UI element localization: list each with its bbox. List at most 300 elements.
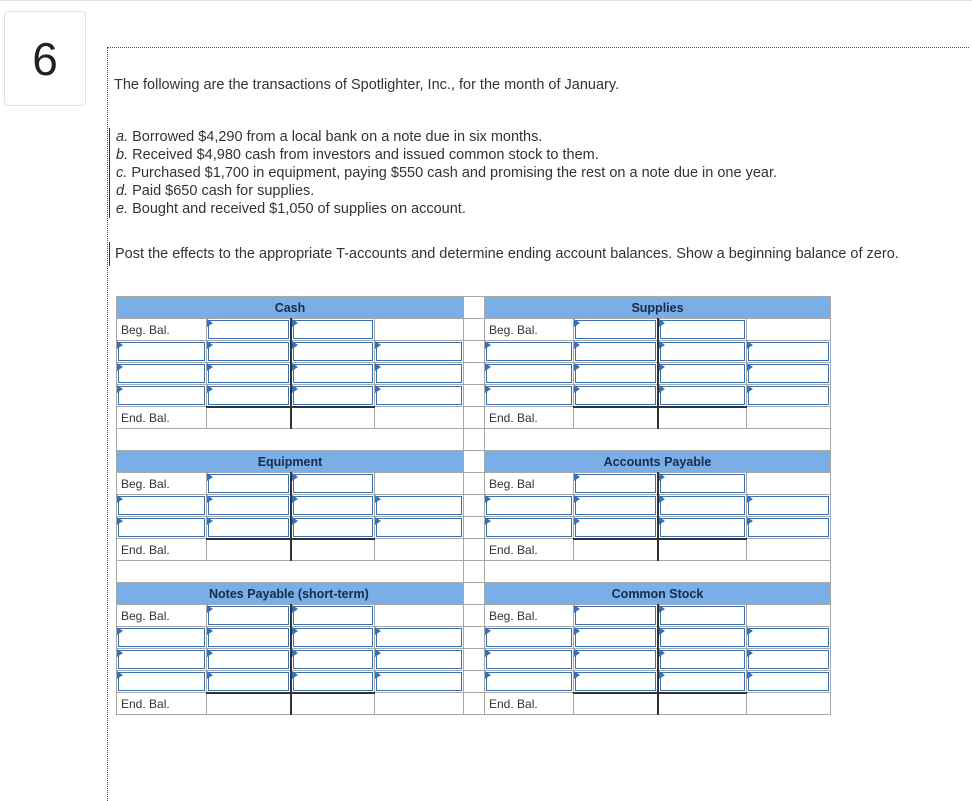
- question-border-left: [107, 47, 108, 801]
- supplies-entry-3-label-right-field[interactable]: [748, 386, 829, 405]
- supplies-beg-credit[interactable]: [658, 319, 747, 341]
- cash-entry-2-label[interactable]: [117, 363, 207, 385]
- notes_payable-beg-credit-field[interactable]: [293, 606, 374, 625]
- cash-entry-1-debit[interactable]: [207, 341, 291, 363]
- supplies-entry-1-label-right[interactable]: [747, 341, 831, 363]
- question-intro: The following are the transactions of Spotlighter, Inc., for the month of January.: [114, 77, 620, 93]
- accounts_payable-entry-2-debit-field[interactable]: [575, 518, 656, 537]
- common_stock-entry-3-label-field[interactable]: [486, 672, 572, 691]
- notes_payable-entry-1-credit-field[interactable]: [293, 628, 374, 647]
- dropdown-marker-icon: [292, 341, 298, 349]
- dropdown-marker-icon: [375, 627, 381, 635]
- dropdown-marker-icon: [747, 649, 753, 657]
- t-account-row: [117, 671, 831, 693]
- cash-beg-credit-field[interactable]: [293, 320, 374, 339]
- equipment-end-spacer: [375, 539, 464, 561]
- common_stock-end-label: End. Bal.: [485, 693, 574, 715]
- question-number: 6: [4, 11, 86, 106]
- t-account-row: [117, 649, 831, 671]
- t-account-row: [117, 297, 831, 319]
- equipment-entry-1-debit-field[interactable]: [208, 496, 289, 515]
- dropdown-marker-icon: [747, 517, 753, 525]
- supplies-entry-2-debit-field[interactable]: [575, 364, 656, 383]
- t-account-row: [117, 451, 831, 473]
- common_stock-entry-3-credit-field[interactable]: [660, 672, 746, 691]
- supplies-entry-3-label[interactable]: [485, 385, 574, 407]
- equipment-entry-1-label[interactable]: [117, 495, 207, 517]
- accounts_payable-entry-2-label-right[interactable]: [747, 517, 831, 539]
- dropdown-marker-icon: [574, 473, 580, 481]
- cash-entry-3-label[interactable]: [117, 385, 207, 407]
- notes_payable-end-credit[interactable]: [291, 693, 375, 715]
- accounts_payable-entry-2-label-right-field[interactable]: [748, 518, 829, 537]
- dropdown-marker-icon: [574, 363, 580, 371]
- column-gap: [464, 429, 485, 451]
- common_stock-entry-2-debit-field[interactable]: [575, 650, 656, 669]
- notes_payable-entry-2-credit[interactable]: [291, 649, 375, 671]
- notes_payable-beg-debit[interactable]: [207, 605, 291, 627]
- cash-title: Cash: [117, 297, 464, 319]
- dropdown-marker-icon: [117, 671, 123, 679]
- notes_payable-entry-2-debit[interactable]: [207, 649, 291, 671]
- dropdown-marker-icon: [117, 363, 123, 371]
- equipment-entry-2-label-field[interactable]: [118, 518, 205, 537]
- dropdown-marker-icon: [659, 495, 665, 503]
- supplies-beg-credit-field[interactable]: [660, 320, 746, 339]
- dropdown-marker-icon: [117, 649, 123, 657]
- dropdown-marker-icon: [485, 649, 491, 657]
- cash-entry-1-label-field[interactable]: [118, 342, 205, 361]
- dropdown-marker-icon: [292, 473, 298, 481]
- common_stock-beg-spacer: [747, 605, 831, 627]
- supplies-entry-3-debit[interactable]: [574, 385, 658, 407]
- accounts_payable-end-debit[interactable]: [574, 539, 658, 561]
- equipment-end-debit[interactable]: [207, 539, 291, 561]
- supplies-entry-1-debit-field[interactable]: [575, 342, 656, 361]
- dropdown-marker-icon: [574, 605, 580, 613]
- dropdown-marker-icon: [375, 649, 381, 657]
- common_stock-end-credit[interactable]: [658, 693, 747, 715]
- cash-entry-1-label[interactable]: [117, 341, 207, 363]
- accounts_payable-beg-spacer: [747, 473, 831, 495]
- t-account-row: [117, 341, 831, 363]
- dropdown-marker-icon: [485, 385, 491, 393]
- equipment-entry-2-credit-field[interactable]: [293, 518, 374, 537]
- equipment-entry-1-debit[interactable]: [207, 495, 291, 517]
- column-gap: [464, 517, 485, 539]
- accounts_payable-entry-2-credit[interactable]: [658, 517, 747, 539]
- t-account-row: [117, 605, 831, 627]
- t-account-row: [117, 627, 831, 649]
- accounts_payable-title: Accounts Payable: [485, 451, 831, 473]
- common_stock-beg-debit[interactable]: [574, 605, 658, 627]
- accounts_payable-beg-label: Beg. Bal: [485, 473, 574, 495]
- t-account-row: [117, 517, 831, 539]
- supplies-beg-label: Beg. Bal.: [485, 319, 574, 341]
- cash-beg-debit[interactable]: [207, 319, 291, 341]
- dropdown-marker-icon: [659, 341, 665, 349]
- dropdown-marker-icon: [292, 517, 298, 525]
- equipment-entry-2-label-right-field[interactable]: [376, 518, 462, 537]
- transaction-d: d. Paid $650 cash for supplies.: [116, 183, 315, 199]
- column-gap: [464, 363, 485, 385]
- equipment-beg-credit[interactable]: [291, 473, 375, 495]
- equipment-entry-2-debit-field[interactable]: [208, 518, 289, 537]
- column-gap: [464, 627, 485, 649]
- supplies-end-label: End. Bal.: [485, 407, 574, 429]
- equipment-entry-2-label[interactable]: [117, 517, 207, 539]
- cash-beg-credit[interactable]: [291, 319, 375, 341]
- supplies-entry-2-credit-field[interactable]: [660, 364, 746, 383]
- cash-end-credit[interactable]: [291, 407, 375, 429]
- common_stock-beg-credit[interactable]: [658, 605, 747, 627]
- common_stock-end-spacer: [747, 693, 831, 715]
- dropdown-marker-icon: [375, 495, 381, 503]
- notes_payable-beg-label: Beg. Bal.: [117, 605, 207, 627]
- dropdown-marker-icon: [485, 341, 491, 349]
- supplies-entry-2-label-field[interactable]: [486, 364, 572, 383]
- common_stock-entry-2-label-field[interactable]: [486, 650, 572, 669]
- cash-entry-3-debit-field[interactable]: [208, 386, 289, 405]
- column-gap: [464, 693, 485, 715]
- column-gap: [464, 341, 485, 363]
- accounts_payable-entry-2-credit-field[interactable]: [660, 518, 746, 537]
- cash-entry-3-credit[interactable]: [291, 385, 375, 407]
- accounts_payable-beg-debit-field[interactable]: [575, 474, 656, 493]
- dropdown-marker-icon: [207, 363, 213, 371]
- supplies-entry-1-label-right-field[interactable]: [748, 342, 829, 361]
- cash-entry-2-label-right-field[interactable]: [376, 364, 462, 383]
- notes_payable-entry-1-label-field[interactable]: [118, 628, 205, 647]
- top-border: [0, 0, 972, 1]
- t-account-row: [117, 495, 831, 517]
- notes_payable-end-label: End. Bal.: [117, 693, 207, 715]
- dropdown-marker-icon: [207, 319, 213, 327]
- cash-entry-1-label-right[interactable]: [375, 341, 464, 363]
- t-accounts-table: [116, 296, 831, 715]
- common_stock-entry-2-label-right-field[interactable]: [748, 650, 829, 669]
- dropdown-marker-icon: [574, 517, 580, 525]
- dropdown-marker-icon: [659, 363, 665, 371]
- supplies-end-debit[interactable]: [574, 407, 658, 429]
- notes_payable-entry-2-label-right[interactable]: [375, 649, 464, 671]
- dropdown-marker-icon: [207, 649, 213, 657]
- accounts_payable-entry-1-credit-field[interactable]: [660, 496, 746, 515]
- notes_payable-entry-2-credit-field[interactable]: [293, 650, 374, 669]
- cash-spacer-row: [117, 429, 464, 451]
- cash-entry-3-label-right-field[interactable]: [376, 386, 462, 405]
- common_stock-title: Common Stock: [485, 583, 831, 605]
- supplies-end-spacer: [747, 407, 831, 429]
- dropdown-marker-icon: [207, 341, 213, 349]
- column-gap: [464, 583, 485, 605]
- dropdown-marker-icon: [292, 495, 298, 503]
- accounts_payable-end-label: End. Bal.: [485, 539, 574, 561]
- question-border-top: [107, 47, 969, 48]
- cash-entry-3-debit[interactable]: [207, 385, 291, 407]
- instruction-text: Post the effects to the appropriate T-accounts and determine ending account balances. Show a beginning balance of zero.: [109, 242, 899, 266]
- dropdown-marker-icon: [207, 495, 213, 503]
- accounts_payable-beg-debit[interactable]: [574, 473, 658, 495]
- cash-entry-2-label-field[interactable]: [118, 364, 205, 383]
- cash-end-label: End. Bal.: [117, 407, 207, 429]
- dropdown-marker-icon: [485, 627, 491, 635]
- common_stock-entry-1-label-right[interactable]: [747, 627, 831, 649]
- notes_payable-entry-3-label-field[interactable]: [118, 672, 205, 691]
- dropdown-marker-icon: [747, 385, 753, 393]
- common_stock-beg-credit-field[interactable]: [660, 606, 746, 625]
- accounts_payable-entry-2-label-field[interactable]: [486, 518, 572, 537]
- supplies-beg-debit[interactable]: [574, 319, 658, 341]
- supplies-entry-3-credit-field[interactable]: [660, 386, 746, 405]
- dropdown-marker-icon: [747, 671, 753, 679]
- supplies-entry-1-credit-field[interactable]: [660, 342, 746, 361]
- cash-end-debit[interactable]: [207, 407, 291, 429]
- cash-beg-label: Beg. Bal.: [117, 319, 207, 341]
- accounts_payable-entry-1-label-right-field[interactable]: [748, 496, 829, 515]
- common_stock-beg-label: Beg. Bal.: [485, 605, 574, 627]
- notes_payable-entry-3-credit-field[interactable]: [293, 672, 374, 691]
- t-account-row: [117, 385, 831, 407]
- transaction-b: b. Received $4,980 cash from investors and issued common stock to them.: [116, 147, 599, 163]
- cash-entry-3-credit-field[interactable]: [293, 386, 374, 405]
- dropdown-marker-icon: [375, 385, 381, 393]
- accounts_payable-entry-1-label-field[interactable]: [486, 496, 572, 515]
- t-account-row: [117, 363, 831, 385]
- supplies-entry-1-credit[interactable]: [658, 341, 747, 363]
- notes_payable-beg-spacer: [375, 605, 464, 627]
- equipment-entry-1-label-right-field[interactable]: [376, 496, 462, 515]
- dropdown-marker-icon: [659, 517, 665, 525]
- supplies-entry-3-label-field[interactable]: [486, 386, 572, 405]
- cash-beg-spacer: [375, 319, 464, 341]
- cash-end-spacer: [375, 407, 464, 429]
- dropdown-marker-icon: [747, 363, 753, 371]
- common_stock-entry-2-label-right[interactable]: [747, 649, 831, 671]
- common_stock-entry-3-credit[interactable]: [658, 671, 747, 693]
- accounts_payable-beg-credit-field[interactable]: [660, 474, 746, 493]
- notes_payable-entry-1-debit-field[interactable]: [208, 628, 289, 647]
- dropdown-marker-icon: [207, 627, 213, 635]
- notes_payable-entry-1-label-right-field[interactable]: [376, 628, 462, 647]
- notes_payable-entry-2-label[interactable]: [117, 649, 207, 671]
- notes_payable-entry-3-label-right-field[interactable]: [376, 672, 462, 691]
- equipment-title: Equipment: [117, 451, 464, 473]
- common_stock-entry-3-label[interactable]: [485, 671, 574, 693]
- dropdown-marker-icon: [485, 517, 491, 525]
- equipment-entry-1-label-field[interactable]: [118, 496, 205, 515]
- column-gap: [464, 319, 485, 341]
- equipment-entry-1-credit-field[interactable]: [293, 496, 374, 515]
- dropdown-marker-icon: [375, 517, 381, 525]
- supplies-entry-2-label-right-field[interactable]: [748, 364, 829, 383]
- notes_payable-entry-2-debit-field[interactable]: [208, 650, 289, 669]
- dropdown-marker-icon: [659, 605, 665, 613]
- dropdown-marker-icon: [574, 385, 580, 393]
- dropdown-marker-icon: [375, 341, 381, 349]
- dropdown-marker-icon: [659, 319, 665, 327]
- cash-entry-1-credit[interactable]: [291, 341, 375, 363]
- cash-entry-1-credit-field[interactable]: [293, 342, 374, 361]
- dropdown-marker-icon: [659, 627, 665, 635]
- common_stock-entry-1-debit-field[interactable]: [575, 628, 656, 647]
- accounts_payable-entry-1-debit[interactable]: [574, 495, 658, 517]
- cash-entry-3-label-field[interactable]: [118, 386, 205, 405]
- equipment-spacer-row: [117, 561, 464, 583]
- dropdown-marker-icon: [574, 627, 580, 635]
- t-account-row: [117, 539, 831, 561]
- column-gap: [464, 495, 485, 517]
- column-gap: [464, 473, 485, 495]
- dropdown-marker-icon: [574, 319, 580, 327]
- common_stock-entry-1-label-field[interactable]: [486, 628, 572, 647]
- t-account-row: [117, 407, 831, 429]
- cash-entry-2-credit[interactable]: [291, 363, 375, 385]
- notes_payable-entry-1-label-right[interactable]: [375, 627, 464, 649]
- dropdown-marker-icon: [747, 341, 753, 349]
- equipment-entry-2-credit[interactable]: [291, 517, 375, 539]
- dropdown-marker-icon: [292, 319, 298, 327]
- supplies-beg-spacer: [747, 319, 831, 341]
- supplies-entry-3-debit-field[interactable]: [575, 386, 656, 405]
- column-gap: [464, 539, 485, 561]
- dropdown-marker-icon: [207, 517, 213, 525]
- common_stock-entry-1-debit[interactable]: [574, 627, 658, 649]
- supplies-entry-3-credit[interactable]: [658, 385, 747, 407]
- equipment-entry-1-label-right[interactable]: [375, 495, 464, 517]
- dropdown-marker-icon: [117, 385, 123, 393]
- common_stock-entry-2-label[interactable]: [485, 649, 574, 671]
- supplies-entry-1-debit[interactable]: [574, 341, 658, 363]
- supplies-entry-2-label[interactable]: [485, 363, 574, 385]
- dropdown-marker-icon: [292, 671, 298, 679]
- common_stock-entry-2-credit-field[interactable]: [660, 650, 746, 669]
- supplies-entry-1-label[interactable]: [485, 341, 574, 363]
- dropdown-marker-icon: [659, 671, 665, 679]
- column-gap: [464, 407, 485, 429]
- dropdown-marker-icon: [375, 671, 381, 679]
- supplies-end-credit[interactable]: [658, 407, 747, 429]
- accounts_payable-entry-1-label[interactable]: [485, 495, 574, 517]
- column-gap: [464, 671, 485, 693]
- dropdown-marker-icon: [375, 363, 381, 371]
- cash-beg-debit-field[interactable]: [208, 320, 289, 339]
- common_stock-entry-3-debit[interactable]: [574, 671, 658, 693]
- t-account-row: [117, 583, 831, 605]
- dropdown-marker-icon: [659, 385, 665, 393]
- supplies-entry-3-label-right[interactable]: [747, 385, 831, 407]
- accounts_payable-entry-2-label[interactable]: [485, 517, 574, 539]
- equipment-beg-credit-field[interactable]: [293, 474, 374, 493]
- notes_payable-entry-3-credit[interactable]: [291, 671, 375, 693]
- notes_payable-entry-3-debit-field[interactable]: [208, 672, 289, 691]
- dropdown-marker-icon: [485, 671, 491, 679]
- common_stock-entry-2-credit[interactable]: [658, 649, 747, 671]
- notes_payable-beg-credit[interactable]: [291, 605, 375, 627]
- equipment-entry-2-label-right[interactable]: [375, 517, 464, 539]
- cash-entry-2-debit[interactable]: [207, 363, 291, 385]
- accounts_payable-entry-1-label-right[interactable]: [747, 495, 831, 517]
- transaction-a: a. Borrowed $4,290 from a local bank on a note due in six months.: [116, 129, 543, 145]
- dropdown-marker-icon: [117, 341, 123, 349]
- supplies-entry-2-credit[interactable]: [658, 363, 747, 385]
- common_stock-beg-debit-field[interactable]: [575, 606, 656, 625]
- common_stock-entry-3-debit-field[interactable]: [575, 672, 656, 691]
- accounts_payable-entry-2-debit[interactable]: [574, 517, 658, 539]
- equipment-beg-debit-field[interactable]: [208, 474, 289, 493]
- notes_payable-entry-3-label-right[interactable]: [375, 671, 464, 693]
- dropdown-marker-icon: [207, 605, 213, 613]
- common_stock-entry-3-label-right-field[interactable]: [748, 672, 829, 691]
- dropdown-marker-icon: [574, 671, 580, 679]
- equipment-beg-label: Beg. Bal.: [117, 473, 207, 495]
- common_stock-entry-1-label-right-field[interactable]: [748, 628, 829, 647]
- dropdown-marker-icon: [747, 495, 753, 503]
- column-gap: [464, 451, 485, 473]
- equipment-entry-2-debit[interactable]: [207, 517, 291, 539]
- cash-entry-2-debit-field[interactable]: [208, 364, 289, 383]
- equipment-end-label: End. Bal.: [117, 539, 207, 561]
- common_stock-entry-3-label-right[interactable]: [747, 671, 831, 693]
- supplies-spacer-row: [485, 429, 831, 451]
- supplies-entry-2-debit[interactable]: [574, 363, 658, 385]
- cash-entry-3-label-right[interactable]: [375, 385, 464, 407]
- accounts_payable-entry-1-debit-field[interactable]: [575, 496, 656, 515]
- notes_payable-entry-2-label-right-field[interactable]: [376, 650, 462, 669]
- accounts_payable-entry-1-credit[interactable]: [658, 495, 747, 517]
- supplies-entry-2-label-right[interactable]: [747, 363, 831, 385]
- accounts_payable-end-spacer: [747, 539, 831, 561]
- accounts_payable-end-credit[interactable]: [658, 539, 747, 561]
- column-gap: [464, 649, 485, 671]
- common_stock-entry-1-credit[interactable]: [658, 627, 747, 649]
- dropdown-marker-icon: [574, 341, 580, 349]
- dropdown-marker-icon: [117, 517, 123, 525]
- t-account-row: [117, 319, 831, 341]
- common_stock-entry-2-debit[interactable]: [574, 649, 658, 671]
- common_stock-entry-1-credit-field[interactable]: [660, 628, 746, 647]
- notes_payable-beg-debit-field[interactable]: [208, 606, 289, 625]
- dropdown-marker-icon: [485, 495, 491, 503]
- notes_payable-entry-2-label-field[interactable]: [118, 650, 205, 669]
- cash-entry-2-label-right[interactable]: [375, 363, 464, 385]
- equipment-end-credit[interactable]: [291, 539, 375, 561]
- notes_payable-entry-1-label[interactable]: [117, 627, 207, 649]
- equipment-beg-debit[interactable]: [207, 473, 291, 495]
- cash-entry-1-label-right-field[interactable]: [376, 342, 462, 361]
- notes_payable-end-debit[interactable]: [207, 693, 291, 715]
- transaction-e: e. Bought and received $1,050 of supplies on account.: [116, 201, 466, 217]
- transaction-list: [109, 128, 777, 218]
- common_stock-entry-1-label[interactable]: [485, 627, 574, 649]
- supplies-beg-debit-field[interactable]: [575, 320, 656, 339]
- supplies-entry-1-label-field[interactable]: [486, 342, 572, 361]
- equipment-entry-1-credit[interactable]: [291, 495, 375, 517]
- dropdown-marker-icon: [659, 473, 665, 481]
- accounts_payable-beg-credit[interactable]: [658, 473, 747, 495]
- notes_payable-entry-3-debit[interactable]: [207, 671, 291, 693]
- dropdown-marker-icon: [117, 495, 123, 503]
- equipment-beg-spacer: [375, 473, 464, 495]
- notes_payable-entry-1-debit[interactable]: [207, 627, 291, 649]
- notes_payable-entry-1-credit[interactable]: [291, 627, 375, 649]
- cash-entry-1-debit-field[interactable]: [208, 342, 289, 361]
- notes_payable-entry-3-label[interactable]: [117, 671, 207, 693]
- dropdown-marker-icon: [207, 671, 213, 679]
- common_stock-end-debit[interactable]: [574, 693, 658, 715]
- cash-entry-2-credit-field[interactable]: [293, 364, 374, 383]
- dropdown-marker-icon: [207, 473, 213, 481]
